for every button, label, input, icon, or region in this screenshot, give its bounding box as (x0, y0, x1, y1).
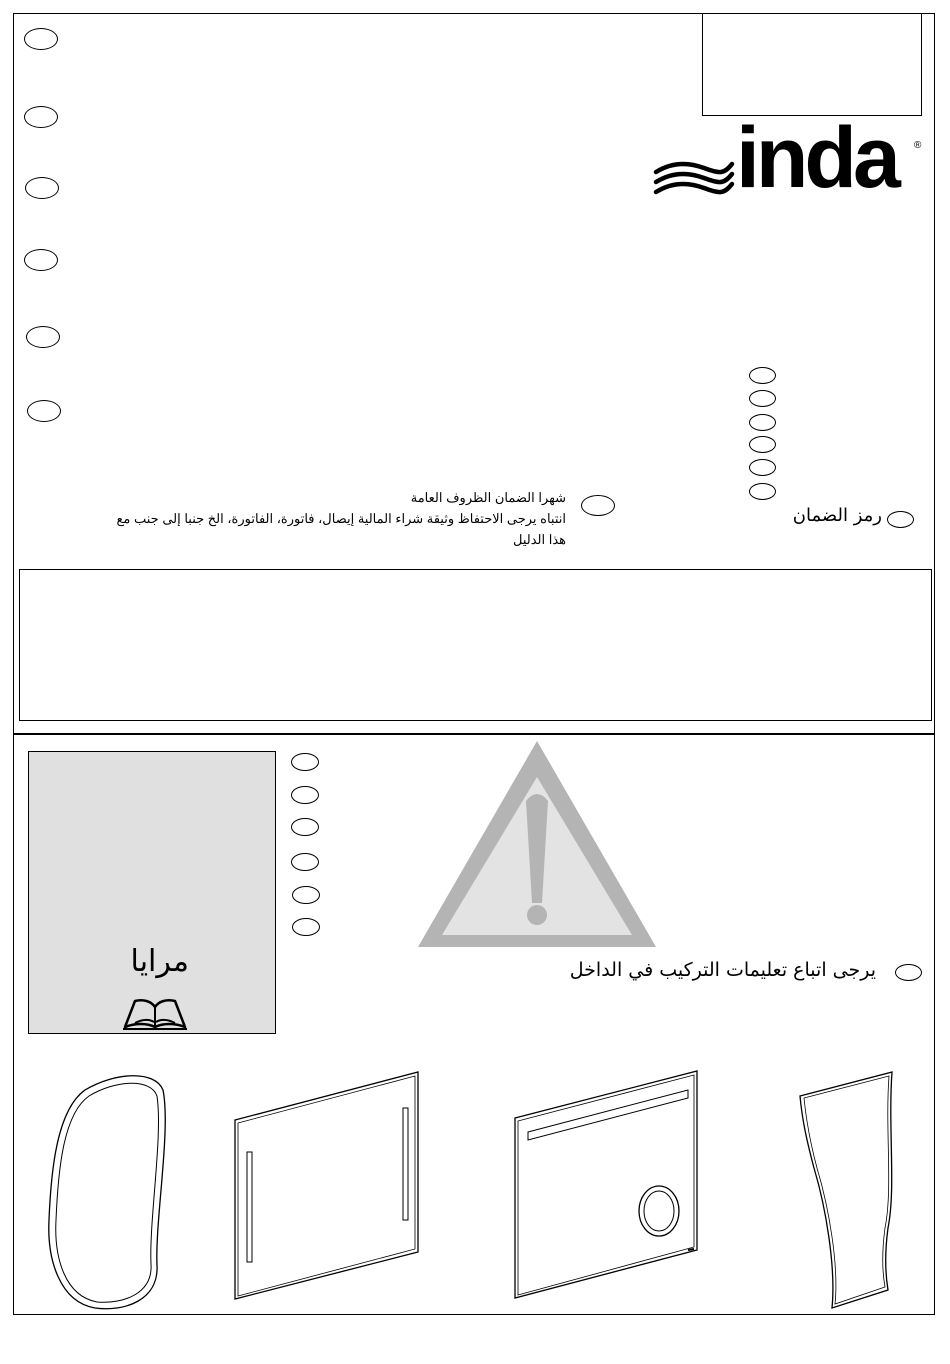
product-category-panel (28, 751, 276, 1034)
warranty-marker-5 (749, 459, 776, 476)
warranty-line-1: شهرا الضمان الظروف العامة (410, 490, 566, 505)
organic-mirror-illustration (45, 1070, 170, 1315)
language-marker-1 (24, 28, 58, 50)
warranty-marker-2 (749, 390, 776, 407)
wave-mirror-illustration (796, 1068, 901, 1313)
dealer-stamp-box (19, 569, 932, 721)
warranty-line-2: انتباه يرجى الاحتفاظ وثيقة شراء المالية إيصال، فاتورة، الفاتورة، الخ جنبا إلى جنب مع (116, 511, 566, 526)
warranty-marker-4 (749, 436, 776, 453)
instruction-marker-4 (291, 853, 319, 871)
led-strip-mirror-illustration (232, 1068, 422, 1303)
instruction-marker-3 (291, 818, 319, 836)
language-marker-3 (25, 177, 59, 199)
conditions-marker (581, 495, 615, 516)
registered-mark: ® (914, 140, 922, 151)
magnifier-mirror-illustration (512, 1068, 702, 1303)
instruction-marker-2 (291, 786, 319, 804)
language-marker-5 (26, 326, 60, 348)
warranty-line-3: هذا الدليل (512, 532, 566, 547)
warranty-code-marker (887, 511, 914, 528)
language-marker-4 (24, 249, 58, 271)
language-marker-6 (27, 400, 61, 422)
warranty-marker-1 (749, 367, 776, 384)
label-box (702, 13, 922, 116)
warning-icon (412, 735, 662, 950)
logo-wordmark: inda (736, 110, 897, 206)
instruction-marker-1 (291, 753, 319, 771)
warranty-marker-6 (749, 483, 776, 500)
instruction-marker-6 (292, 918, 320, 936)
inda-logo (648, 110, 928, 206)
warranty-code-label: رمز الضمان (792, 505, 882, 526)
language-marker-2 (24, 106, 58, 128)
book-icon (121, 995, 189, 1031)
warranty-marker-3 (749, 414, 776, 431)
instruction-lang-marker (895, 964, 922, 981)
warranty-conditions-text (20, 487, 566, 550)
instruction-marker-5 (292, 886, 320, 904)
category-label: مرايا (130, 944, 189, 979)
installation-instruction: يرجى اتباع تعليمات التركيب في الداخل (569, 959, 876, 981)
